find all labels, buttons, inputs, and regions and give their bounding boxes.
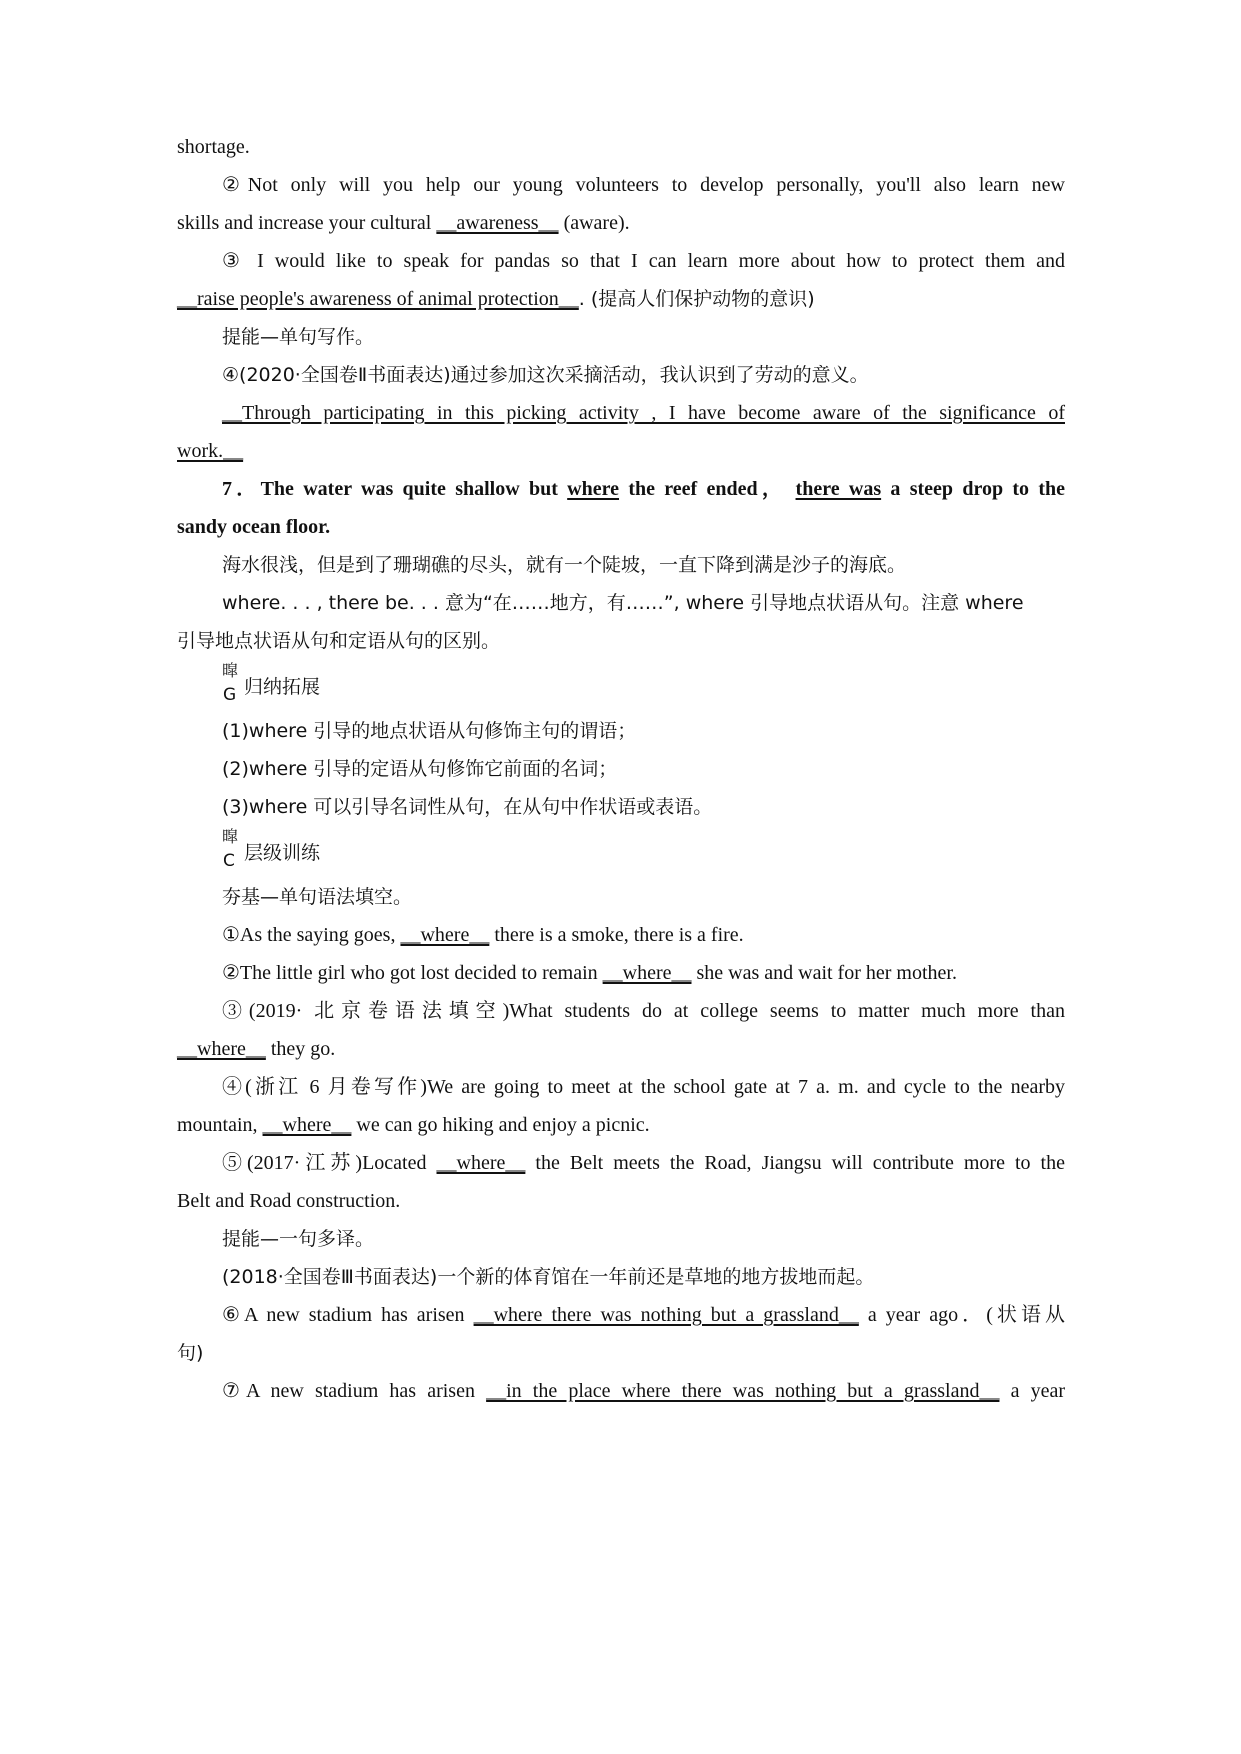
text-line: [177, 132, 1065, 162]
text: (2)where 引导的定语从句修饰它前面的名词；: [222, 758, 618, 780]
text-line: [222, 398, 1065, 428]
subsection-title: [222, 661, 1065, 705]
g-icon: 暭 G: [222, 661, 239, 705]
section-label: [222, 882, 1065, 912]
text: the Belt meets the Road, Jiangsu will contribute more to the: [525, 1152, 1065, 1174]
text: mountain,: [177, 1114, 263, 1136]
text: she was and wait for her mother.: [691, 962, 957, 984]
text: (3)where 可以引导名词性从句，在从句中作状语或表语。: [222, 796, 713, 818]
text: (1)where 引导的地点状语从句修饰主句的谓语；: [222, 720, 637, 742]
text: sandy ocean floor.: [177, 516, 331, 538]
answer-blank: __where__: [400, 924, 490, 946]
text: where. . . , there be. . . 意为“在……地方，有……”, where 引导地点状语从句。注意 where: [222, 592, 1024, 614]
answer-blank: __in the place where there was nothing but a grassland__: [486, 1380, 1000, 1402]
section-label: [222, 1224, 1065, 1254]
text: 句): [177, 1342, 204, 1364]
text: ③ I would like to speak for pandas so that I can learn more about how to protect them and: [222, 250, 1065, 272]
text-line: [222, 246, 1065, 276]
text: ④(浙江 6 月卷写作)We are going to meet at the school gate at 7 a. m. and cycle to the nearby: [222, 1076, 1065, 1098]
text: Belt and Road construction.: [177, 1190, 401, 1212]
text: (aware).: [558, 212, 630, 234]
text: skills and increase your cultural: [177, 212, 437, 234]
answer-blank: __where__: [177, 1038, 266, 1060]
text-line: [222, 1072, 1065, 1102]
text-line: [222, 920, 1065, 950]
answer-blank: work.__: [177, 440, 244, 462]
text-line: [222, 1148, 1065, 1178]
text: . (提高人们保护动物的意识): [578, 288, 815, 310]
answer-blank: __awareness__: [436, 212, 559, 234]
text: ⑦A new stadium has arisen: [222, 1380, 487, 1402]
text: ⑥A new stadium has arisen: [222, 1304, 474, 1326]
text: ④(2020·全国卷Ⅱ书面表达)通过参加这次采摘活动，我认识到了劳动的意义。: [222, 364, 869, 386]
text-line: [222, 1262, 1065, 1292]
text: ②The little girl who got lost decided to remain: [222, 962, 603, 984]
text-line: [177, 436, 1065, 466]
text-line: [222, 588, 1065, 618]
answer-blank: __where__: [436, 1152, 526, 1174]
translation: [222, 550, 1065, 580]
text-line: [177, 626, 1065, 656]
text-line: [222, 958, 1065, 988]
keyword: there was: [795, 478, 882, 500]
answer-blank: __raise people's awareness of animal protection__: [177, 288, 579, 310]
text: a year: [999, 1380, 1065, 1402]
text: a year ago．(状语从: [858, 1304, 1065, 1326]
text: shortage.: [177, 136, 250, 158]
text-line: [177, 1186, 1065, 1216]
section-label: [222, 322, 1065, 352]
text-line: [222, 996, 1065, 1026]
text: 归纳拓展: [244, 676, 321, 698]
text: 海水很浅，但是到了珊瑚礁的尽头，就有一个陡坡，一直下降到满是沙子的海底。: [222, 554, 907, 576]
subsection-title: [222, 827, 1065, 871]
text-line: [177, 1338, 1065, 1368]
text: 引导地点状语从句和定语从句的区别。: [177, 630, 501, 652]
text: 7．The water was quite shallow but: [222, 478, 568, 500]
text-line: [222, 1300, 1065, 1330]
text-line: [222, 792, 1065, 822]
text: ⑤(2017·江苏)Located: [222, 1152, 437, 1174]
text-line: [177, 284, 1065, 314]
keyword: where: [567, 478, 620, 500]
text-line: [222, 170, 1065, 200]
text: ①As the saying goes,: [222, 924, 401, 946]
text-line: [222, 716, 1065, 746]
text: (2018·全国卷Ⅲ书面表达)一个新的体育馆在一年前还是草地的地方拔地而起。: [222, 1266, 875, 1288]
text-line: [222, 754, 1065, 784]
text-line: [177, 1110, 1065, 1140]
text: 层级训练: [244, 842, 321, 864]
text-line: [222, 1376, 1065, 1406]
text-line: [177, 208, 1065, 238]
text-line: [222, 360, 1065, 390]
text: 提能—一句多译。: [222, 1228, 375, 1250]
c-icon: 暭 C: [222, 827, 239, 871]
text: a steep drop to the: [881, 478, 1066, 500]
text: ②Not only will you help our young volunteers to develop personally, you'll also learn new: [222, 174, 1065, 196]
text: there is a smoke, there is a fire.: [489, 924, 744, 946]
answer-blank: __where there was nothing but a grassland__: [473, 1304, 859, 1326]
text: 夯基—单句语法填空。: [222, 886, 413, 908]
heading-sentence: [222, 474, 1065, 504]
heading-sentence: [177, 512, 1065, 542]
answer-blank: __Through participating in this picking activity , I have become aware of the significance of: [222, 402, 1065, 424]
text: they go.: [265, 1038, 336, 1060]
text: ③(2019· 北京卷语法填空)What students do at college seems to matter much more than: [222, 1000, 1065, 1022]
text: the reef ended，: [619, 478, 796, 500]
text: 提能—单句写作。: [222, 326, 375, 348]
text-line: [177, 1034, 1065, 1064]
text: we can go hiking and enjoy a picnic.: [351, 1114, 650, 1136]
answer-blank: __where__: [262, 1114, 352, 1136]
answer-blank: __where__: [602, 962, 692, 984]
